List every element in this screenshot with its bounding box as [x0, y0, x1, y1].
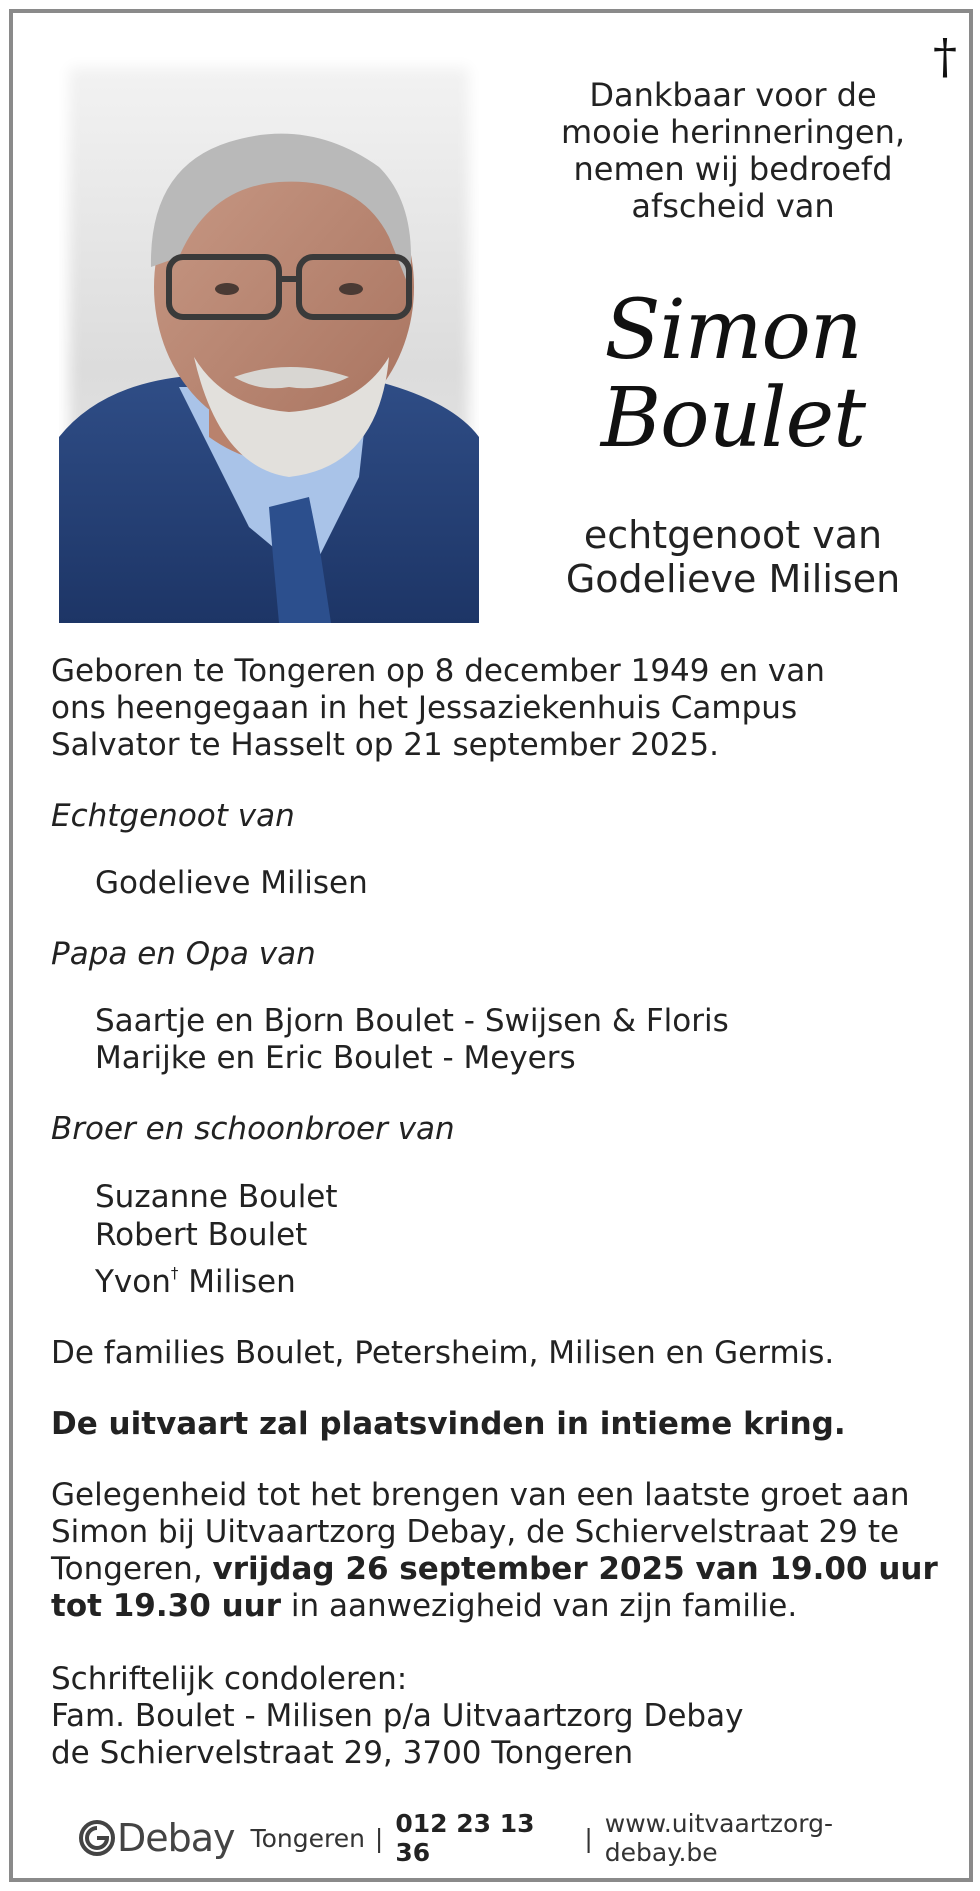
- logo-text: Debay: [117, 1816, 235, 1860]
- spouse-names: [51, 865, 951, 902]
- portrait-photo: [59, 57, 479, 623]
- deceased-mark-icon: †: [170, 1264, 179, 1282]
- deceased-name: [533, 283, 933, 466]
- condolence-block: [51, 1661, 951, 1772]
- debay-logo: [79, 1816, 235, 1860]
- visitation-line: Gelegenheid tot het brengen van een laatste groet aan: [51, 1477, 910, 1513]
- family-name: Saartje en Bjorn Boulet - Swijsen & Floris: [95, 1003, 729, 1039]
- condolence-line: Fam. Boulet - Milisen p/a Uitvaartzorg Debay: [51, 1698, 744, 1734]
- footer-city: Tongeren: [250, 1823, 365, 1853]
- birth-line: Geboren te Tongeren op 8 december 1949 en van: [51, 653, 825, 689]
- family-name: Godelieve Milisen: [95, 865, 368, 901]
- family-name: Robert Boulet: [95, 1217, 308, 1253]
- cross-icon: †: [933, 29, 957, 85]
- obituary-body: [51, 653, 951, 1772]
- intro-line: nemen wij bedroefd: [573, 150, 893, 188]
- siblings-label: Broer en schoonbroer van: [51, 1111, 455, 1147]
- families-line: De families Boulet, Petersheim, Milisen en Germis.: [51, 1335, 835, 1371]
- children-names: [51, 1003, 951, 1077]
- visitation-line: [51, 1588, 951, 1625]
- spouse-subtitle-line1: echtgenoot van: [583, 513, 883, 557]
- intro-line: afscheid van: [631, 187, 835, 225]
- footer: [79, 1809, 939, 1867]
- visitation-plain: Tongeren,: [51, 1551, 213, 1587]
- spouse-subtitle: [533, 513, 933, 601]
- visitation-text: [51, 1477, 951, 1625]
- deceased-sibling-first: Yvon: [95, 1264, 171, 1300]
- footer-separator: |: [374, 1823, 384, 1853]
- deceased-sibling-last: Milisen: [188, 1264, 296, 1300]
- condolence-line: de Schiervelstraat 29, 3700 Tongeren: [51, 1735, 634, 1771]
- footer-website-link[interactable]: www.uitvaartzorg-debay.be: [604, 1809, 834, 1867]
- funeral-note: De uitvaart zal plaatsvinden in intieme kring.: [51, 1406, 846, 1442]
- children-label: Papa en Opa van: [51, 936, 316, 972]
- footer-phone[interactable]: 012 23 13 36: [395, 1809, 535, 1867]
- visitation-plain: in aanwezigheid van zijn familie.: [281, 1588, 798, 1624]
- obituary-card: [9, 9, 973, 1882]
- first-name: Simon: [604, 283, 862, 378]
- intro-line: Dankbaar voor de: [589, 76, 877, 114]
- footer-separator: |: [584, 1823, 593, 1853]
- siblings-names: [51, 1178, 951, 1301]
- visitation-time-end: tot 19.30 uur: [51, 1588, 282, 1624]
- family-name: Suzanne Boulet: [95, 1179, 338, 1215]
- family-name-deceased: [95, 1254, 951, 1301]
- birth-line: Salvator te Hasselt op 21 september 2025.: [51, 727, 719, 763]
- birth-line: ons heengegaan in het Jessaziekenhuis Campus: [51, 690, 798, 726]
- spouse-label: Echtgenoot van: [51, 798, 295, 834]
- condolence-heading: Schriftelijk condoleren:: [51, 1661, 408, 1697]
- visitation-line: [51, 1551, 951, 1588]
- visitation-line: Simon bij Uitvaartzorg Debay, de Schiervelstraat 29 te: [51, 1514, 900, 1550]
- debay-logo-icon: [79, 1820, 115, 1856]
- family-name: Marijke en Eric Boulet - Meyers: [95, 1040, 576, 1076]
- visitation-date: vrijdag 26 september 2025 van 19.00 uur: [212, 1551, 938, 1587]
- intro-text: [553, 77, 913, 225]
- intro-line: mooie herinneringen,: [560, 113, 906, 151]
- spouse-subtitle-line2: Godelieve Milisen: [565, 557, 901, 601]
- last-name: Boulet: [600, 371, 866, 466]
